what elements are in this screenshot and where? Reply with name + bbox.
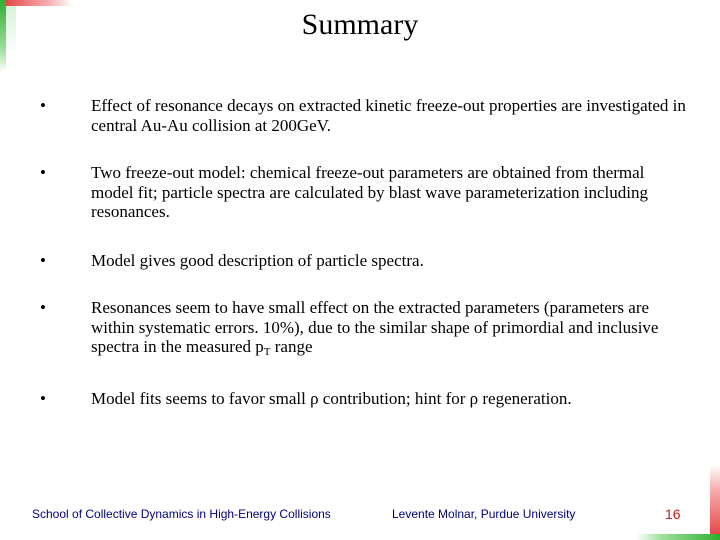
- bullet-icon: •: [40, 251, 46, 270]
- bullet-icon: •: [40, 389, 46, 408]
- bullet-icon: •: [40, 298, 46, 317]
- page-number: 16: [665, 506, 681, 522]
- footer-school: School of Collective Dynamics in High-Energy Collisions: [32, 507, 331, 521]
- bullet-text-tail: range: [270, 337, 313, 356]
- slide-title: Summary: [301, 8, 419, 41]
- footer-author: Levente Molnar, Purdue University: [392, 507, 576, 521]
- bullet-text: Two freeze-out model: chemical freeze-out parameters are obtained from thermal model fit; particle spectra are calculated by blast wave parameterization including resonances.: [91, 163, 648, 221]
- subscript-t: T: [263, 346, 271, 358]
- corner-decoration-red-right: [710, 465, 720, 540]
- bullet-icon: •: [40, 96, 46, 115]
- bullet-text: Effect of resonance decays on extracted kinetic freeze-out properties are investigated in central Au-Au collision at 200GeV.: [91, 96, 686, 135]
- bullet-text: [91, 298, 691, 357]
- bullet-text: Model gives good description of particle spectra.: [91, 251, 424, 270]
- bullet-text-main: Resonances seem to have small effect on the extracted parameters (parameters are within systematic errors. 10%), due to the similar shape of primordial and inclusive spectra in the measured p: [91, 298, 659, 356]
- bullet-icon: •: [40, 163, 46, 182]
- bullet-text: Model fits seems to favor small ρ contribution; hint for ρ regeneration.: [91, 389, 572, 408]
- corner-decoration-green-bottom: [636, 534, 720, 540]
